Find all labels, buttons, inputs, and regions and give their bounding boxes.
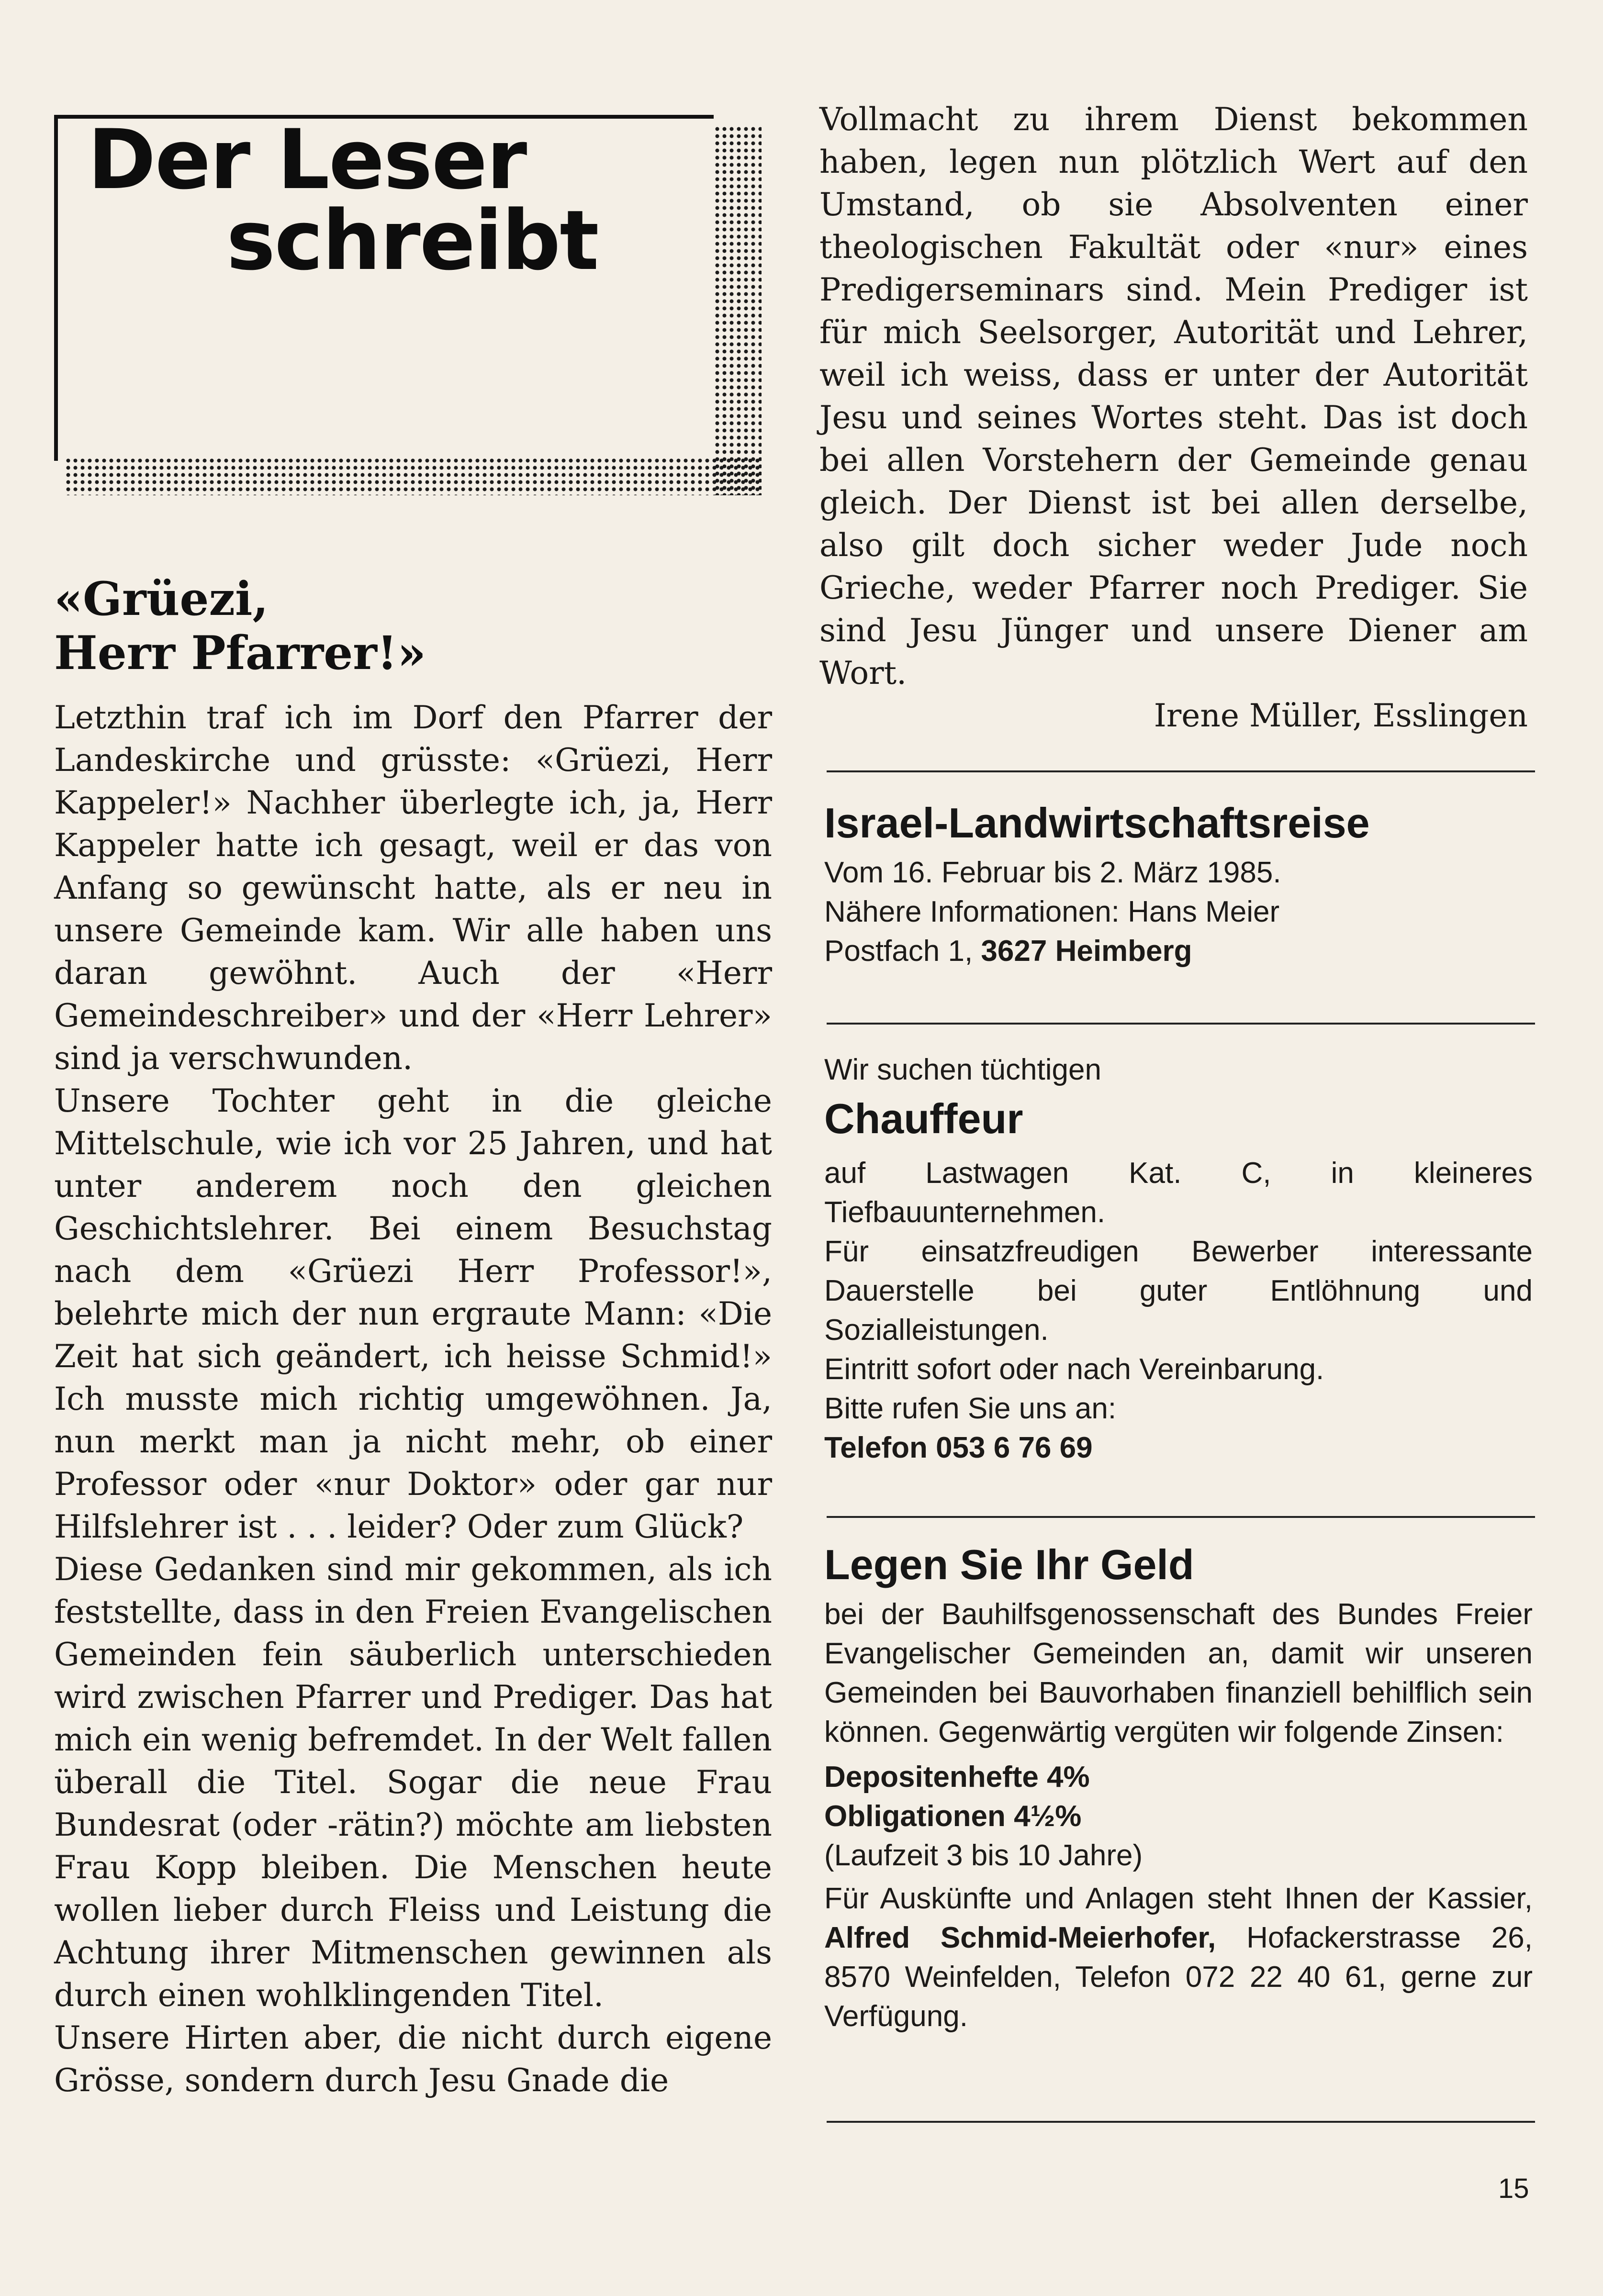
ad-israel-city: 3627 Heimberg (981, 935, 1192, 968)
ad-geld-rate-2: Obligationen 4½% (824, 1800, 1082, 1833)
divider (827, 770, 1535, 772)
ad-chauffeur (824, 1050, 1533, 1468)
paragraph: Unsere Hirten aber, die nicht durch eigene Grösse, sondern durch Jesu Gnade die (54, 2019, 772, 2099)
paragraph: Letzthin traf ich im Dorf den Pfarrer der Landeskirche und grüsste: «Grüezi, Herr Kappeler!» Nachher überlegte ich, ja, Herr Kappeler hatte ich gesagt, weil er das von Anfang so gewünscht hatte, als er neu in unsere Gemeinde kam. Wir alle haben uns daran gewöhnt. Auch der «Herr Gemeindeschreiber» und der «Herr Lehrer» sind ja verschwunden. (54, 699, 772, 1077)
page-number: 15 (1498, 2173, 1529, 2204)
article-title-line-1: «Grüezi, (54, 572, 269, 626)
divider (827, 1516, 1535, 1518)
masthead-line-1: Der Leser (88, 111, 527, 208)
ad-chauffeur-text: Bitte rufen Sie uns an: (824, 1392, 1117, 1425)
paragraph: Vollmacht zu ihrem Dienst bekommen haben, legen nun plötzlich Wert auf den Umstand, ob sie Absolventen einer theologischen Fakultät oder «nur» eines Predigerseminars sind. Mein Prediger ist für mich Seelsorger, Autorität und Lehrer, weil ich weiss, dass er unter der Autorität Jesu und seines Wortes steht. Das ist doch bei allen Vorstehern der Gemeinde genau gleich. Der Dienst ist bei allen derselbe, also gilt doch sicher weder Jude noch Grieche, weder Pfarrer noch Prediger. Sie sind Jesu Jünger und unsere Diener am Wort. (819, 101, 1528, 691)
ad-chauffeur-title: Chauffeur (824, 1095, 1023, 1142)
paragraph: Unsere Tochter geht in die gleiche Mittelschule, wie ich vor 25 Jahren, und hat unter anderem noch den gleichen Geschichtslehrer. Bei einem Besuchstag nach dem «Grüezi Herr Professor!», belehrte mich der nun ergraute Mann: «Die Zeit hat sich geändert, ich heisse Schmid!» Ich musste mich richtig umgewöhnen. Ja, nun merkt man ja nicht mehr, ob einer Professor oder «nur Doktor» oder gar nur Hilfslehrer ist . . . leider? Oder zum Glück? (54, 1082, 772, 1545)
ad-geld-contact-name: Alfred Schmid-Meierhofer, (824, 1921, 1216, 1954)
ad-israel-info: Nähere Informationen: Hans Meier (824, 895, 1280, 928)
ad-israel (824, 797, 1533, 971)
ad-geld-text: bei der Bauhilfsgenossenschaft des Bundes Freier Evangelischer Gemeinden an, damit wir unseren Gemeinden bei Bauvorhaben finanziell behilflich sein können. Gegenwärtig vergüten wir folgende Zinsen: (824, 1598, 1533, 1749)
masthead-shadow-right (714, 125, 762, 495)
ad-israel-dates: Vom 16. Februar bis 2. März 1985. (824, 856, 1281, 889)
ad-geld-term: (Laufzeit 3 bis 10 Jahre) (824, 1839, 1143, 1872)
article-body-right (819, 98, 1528, 737)
divider (827, 1023, 1535, 1025)
ad-chauffeur-text: Eintritt sofort oder nach Vereinbarung. (824, 1353, 1324, 1386)
masthead-shadow-bottom (65, 457, 762, 495)
ad-geld-rate-1: Depositenhefte 4% (824, 1761, 1090, 1794)
ad-chauffeur-text: auf Lastwagen Kat. C, in kleineres Tiefbauunternehmen. (824, 1157, 1533, 1229)
article-title (54, 572, 772, 680)
article-signature: Irene Müller, Esslingen (1154, 697, 1528, 734)
ad-israel-title: Israel-Landwirtschaftsreise (824, 799, 1370, 847)
ad-chauffeur-phone: Telefon 053 6 76 69 (824, 1431, 1093, 1464)
ad-geld (824, 1538, 1533, 2036)
ad-chauffeur-intro: Wir suchen tüchtigen (824, 1053, 1101, 1086)
ad-chauffeur-text: Für einsatzfreudigen Bewerber interessante Dauerstelle bei guter Entlöhnung und Sozialleistungen. (824, 1235, 1533, 1347)
article-body-left (54, 696, 772, 2102)
ad-geld-title: Legen Sie Ihr Geld (824, 1541, 1194, 1588)
masthead-title (88, 111, 700, 289)
masthead-line-2: schreibt (226, 192, 598, 289)
ad-israel-address: Postfach 1, 3627 Heimberg (824, 935, 1192, 968)
paragraph: Diese Gedanken sind mir gekommen, als ich feststellte, dass in den Freien Evangelischen Gemeinden fein säuberlich unterschieden wird zwischen Pfarrer und Prediger. Das hat mich ein wenig befremdet. In der Welt fallen überall die Titel. Sogar die neue Frau Bundesrat (oder -rätin?) möchte am liebsten Frau Kopp bleiben. Die Menschen heute wollen lieber durch Fleiss und Leistung die Achtung ihrer Mitmenschen gewinnen als durch einen wohlklingenden Titel. (54, 1551, 772, 2014)
ad-geld-contact: Für Auskünfte und Anlagen steht Ihnen der Kassier, Alfred Schmid-Meierhofer, Hofackerstrasse 26, 8570 Weinfelden, Telefon 072 22 40 61, gerne zur Verfügung. (824, 1882, 1533, 2033)
divider (827, 2121, 1535, 2123)
article-title-line-2: Herr Pfarrer!» (54, 626, 426, 680)
